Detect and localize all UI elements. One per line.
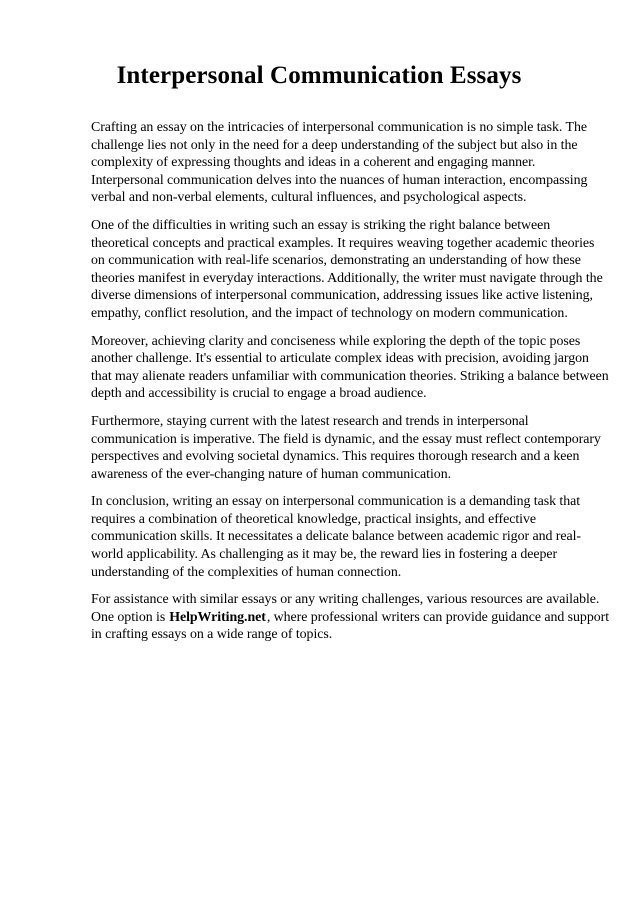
paragraph-2: One of the difficulties in writing such an essay is striking the right balance between theoretical concepts and practical examples. It requires weaving together academic theories on communication with real-life scenarios, demonstrating an understanding of how these theories manifest in everyday interactions. Additionally, the writer must navigate through the diverse dimensions of interpersonal communication, addressing issues like active listening, empathy, conflict resolution, and the impact of technology on modern communication. — [91, 217, 603, 321]
document-title: Interpersonal Communication Essays — [116, 62, 522, 89]
paragraph-6-text-before: For assistance with similar essays or any writing challenges, various resources are available. One option is — [91, 592, 600, 625]
paragraph-6 — [91, 591, 611, 644]
paragraph-3: Moreover, achieving clarity and conciseness while exploring the depth of the topic poses another challenge. It's essential to articulate complex ideas with precision, avoiding jargon that may alienate readers unfamiliar with communication theories. Striking a balance between depth and accessibility is crucial to engage a broad audience. — [91, 333, 609, 402]
helpwriting-link[interactable]: HelpWriting.net — [169, 609, 266, 625]
paragraph-4: Furthermore, staying current with the latest research and trends in interpersonal communication is imperative. The field is dynamic, and the essay must reflect contemporary perspectives and evolving societal dynamics. This requires thorough research and a keen awareness of the ever-changing nature of human communication. — [91, 413, 601, 482]
paragraph-6-text-after: , where professional writers can provide guidance and support in crafting essays on a wide range of topics. — [91, 609, 610, 643]
document-body — [91, 119, 611, 644]
paragraph-1: Crafting an essay on the intricacies of interpersonal communication is no simple task. The challenge lies not only in the need for a deep understanding of the subject but also in the complexity of expressing thoughts and ideas in a coherent and engaging manner. Interpersonal communication delves into the nuances of human interaction, encompassing verbal and non-verbal elements, cultural influences, and psychological aspects. — [91, 120, 588, 206]
paragraph-5: In conclusion, writing an essay on interpersonal communication is a demanding task that requires a combination of theoretical knowledge, practical insights, and effective communication skills. It necessitates a delicate balance between academic rigor and real-world applicability. As challenging as it may be, the reward lies in fostering a deeper understanding of the complexities of human connection. — [91, 494, 581, 580]
